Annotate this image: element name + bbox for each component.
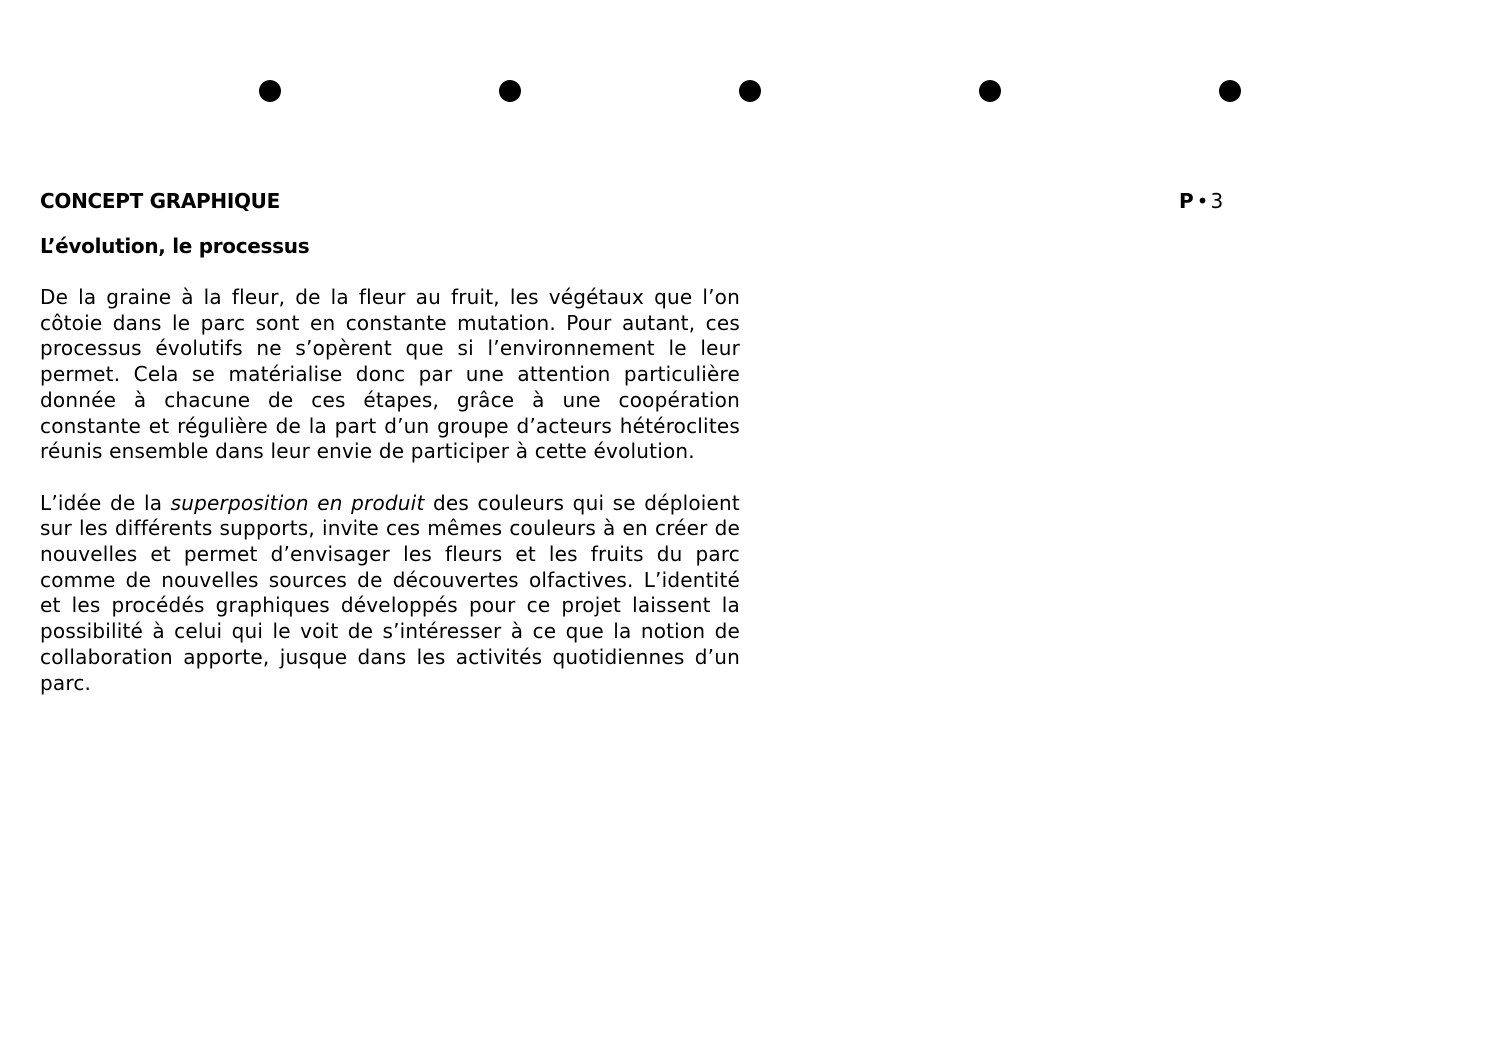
paragraph-2-end: des couleurs qui se déploient sur les différents supports, invite ces mêmes couleurs à en créer de nouvelles et permet d’envisager les fleurs et les fruits du parc comme de nouvelles sources de découvertes olfactives. L’identité et les procédés graphiques développés pour ce projet laissent la possibilité à celui qui le voit de s’intéresser à ce que la notion de collaboration apporte, jusque dans les activités quotidiennes d’un parc. — [40, 490, 740, 695]
dot-4 — [979, 80, 1001, 102]
page-number-separator: • — [1196, 189, 1209, 213]
page-number — [1179, 188, 1223, 214]
paragraph-2-start: L’idée de la — [40, 490, 171, 515]
dot-5 — [1219, 80, 1241, 102]
dot-3 — [739, 80, 761, 102]
page-number-value: 3 — [1210, 189, 1224, 213]
dot-1 — [259, 80, 281, 102]
section-title: CONCEPT GRAPHIQUE — [40, 189, 280, 213]
paragraph-2 — [40, 491, 740, 697]
page-number-prefix: P — [1179, 189, 1194, 213]
paragraph-2-emphasis: superposition en produit — [170, 490, 425, 515]
body-text — [40, 285, 740, 722]
paragraph-1: De la graine à la fleur, de la fleur au fruit, les végétaux que l’on côtoie dans le parc sont en constante mutation. Pour autant, ces processus évolutifs ne s’opèrent que si l’environnement le leur permet. Cela se matérialise donc par une attention particulière donnée à chacune de ces étapes, grâce à une coopération constante et régulière de la part d’un groupe d’acteurs hétéroclites réunis ensemble dans leur envie de participer à cette évolution. — [40, 285, 740, 464]
subtitle: L’évolution, le processus — [40, 234, 310, 258]
dot-2 — [499, 80, 521, 102]
